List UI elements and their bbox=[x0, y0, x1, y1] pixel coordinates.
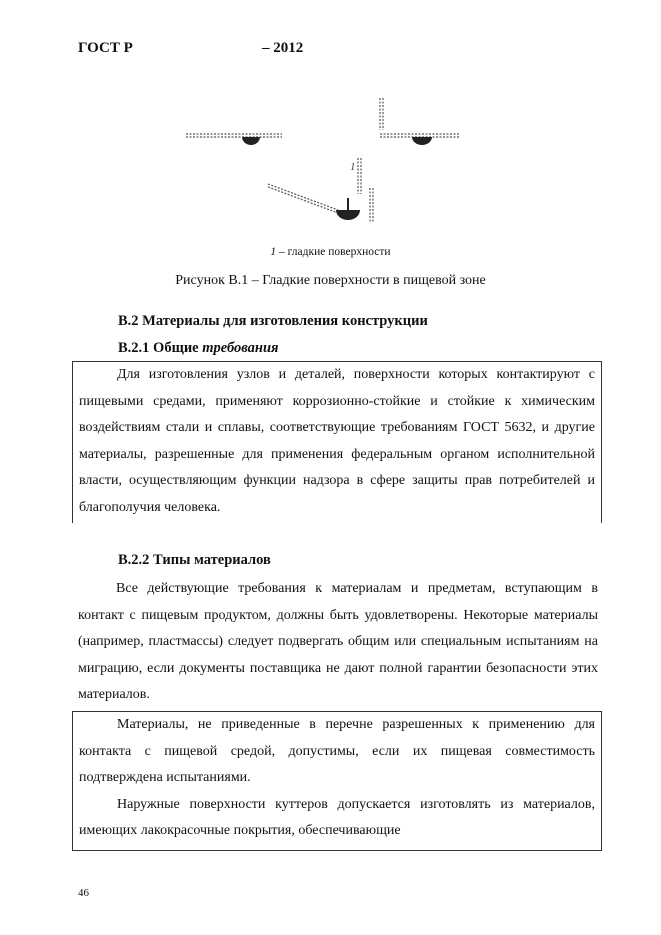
section-b22-text: Все действующие требования к материалам и предметам, вступающим в контакт с пищевым продуктом, должны быть удовлетворены. Некоторые материалы (например, пластмассы) следует подвергать общим или специальным испытаниям на миграцию, если документы поставщика не дают полной гарантии безопасности этих материалов. bbox=[78, 581, 598, 702]
section-b2-title: В.2 Материалы для изготовления конструкции bbox=[118, 313, 428, 329]
svg-text:1: 1 bbox=[350, 161, 356, 173]
section-b21-title bbox=[118, 340, 279, 357]
figure-caption: Рисунок В.1 – Гладкие поверхности в пищевой зоне bbox=[175, 273, 486, 288]
requirements-box bbox=[72, 361, 602, 523]
section-b21-title-italic: требования bbox=[202, 340, 279, 356]
figure-legend bbox=[0, 246, 661, 258]
legend-number: 1 bbox=[270, 246, 277, 258]
section-b21-text: Для изготовления узлов и деталей, поверхности которых контактируют с пищевыми средами, применяют коррозионно-стойкие и стойкие к химическим воздействиям стали и сплавы, соответствующие требованиям ГОСТ 5632, и другие материалы, разрешенные для применения федеральным органом исполнительной власти, осуществляющим функции надзора в сфере защиты прав потребителей и благополучия человека. bbox=[79, 367, 595, 515]
smooth-surfaces-figure bbox=[170, 92, 470, 227]
header-year: – 2012 bbox=[262, 40, 304, 56]
materials-box bbox=[72, 711, 602, 851]
section-b22-title: В.2.2 Типы материалов bbox=[118, 552, 271, 568]
legend-text: – гладкие поверхности bbox=[276, 246, 391, 258]
section-b22-body bbox=[78, 576, 598, 709]
header-standard: ГОСТ Р bbox=[78, 40, 133, 56]
box2-paragraph-1: Материалы, не приведенные в перечне разрешенных к применению для контакта с пищевой средой, допустимы, если их пищевая совместимость подтверждена испытаниями. bbox=[79, 717, 595, 785]
box2-paragraph-2: Наружные поверхности куттеров допускается изготовлять из материалов, имеющих лакокрасочные покрытия, обеспечивающие bbox=[79, 796, 595, 838]
section-b21-title-plain: В.2.1 Общие bbox=[118, 340, 203, 356]
page-number: 46 bbox=[78, 887, 89, 899]
